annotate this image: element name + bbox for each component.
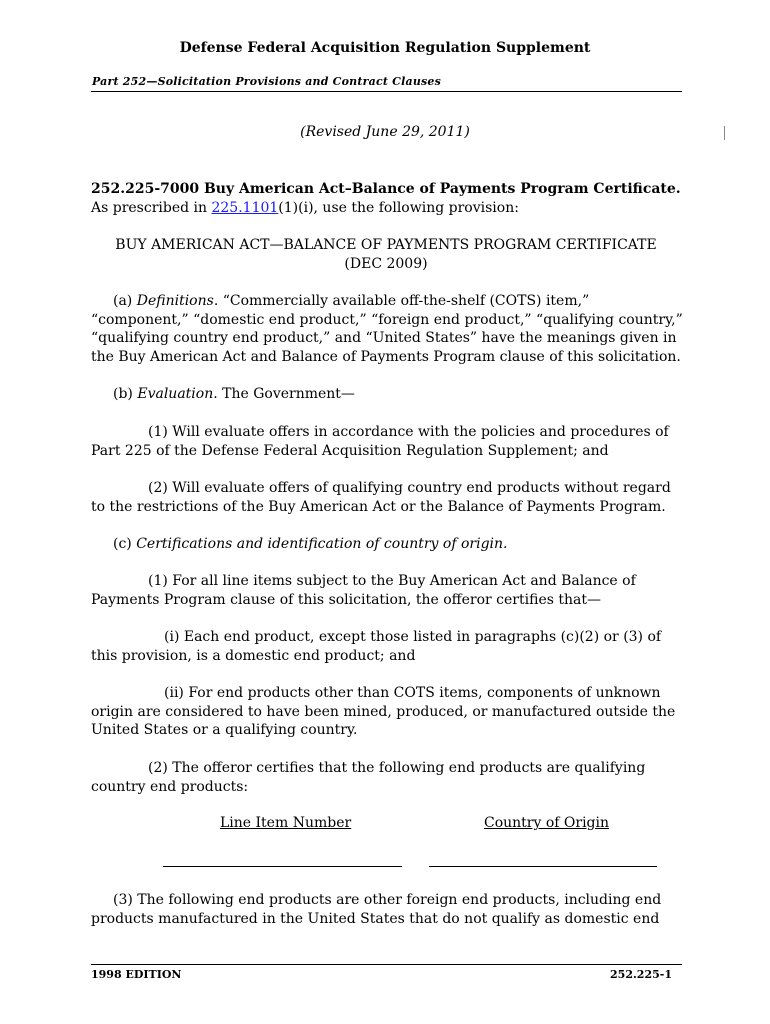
column-header-line-item: Line Item Number xyxy=(220,815,352,831)
paragraph-c1-ii: (ii) For end products other than COTS items, components of unknown origin are considered to have been mined, produced, or manufactured outside the United States or a qualifying country. xyxy=(91,685,676,738)
change-bar xyxy=(724,126,725,140)
revision-date: (Revised June 29, 2011) xyxy=(300,124,470,140)
provision-title xyxy=(91,236,681,273)
part-heading: Part 252—Solicitation Provisions and Contract Clauses xyxy=(92,75,442,88)
provision-title-line1: BUY AMERICAN ACT—BALANCE OF PAYMENTS PROGRAM CERTIFICATE xyxy=(115,237,657,253)
section-number-title: 252.225-7000 Buy American Act–Balance of Payments Program Certificate. xyxy=(91,181,681,197)
section-heading xyxy=(91,180,686,217)
footer-divider xyxy=(91,964,682,965)
paragraph-a-heading: Definitions xyxy=(136,293,214,309)
prescribed-prefix: As prescribed in xyxy=(91,199,212,216)
paragraph-c1: (1) For all line items subject to the Buy American Act and Balance of Payments Program clause of this solicitation, the offeror certifies that— xyxy=(91,573,636,608)
document-title: Defense Federal Acquisition Regulation Supplement xyxy=(179,40,591,56)
column-header-country: Country of Origin xyxy=(484,815,610,831)
prescribed-suffix: (1)(i), use the following provision: xyxy=(278,199,519,216)
paragraph-b-heading: Evaluation xyxy=(137,386,214,402)
paragraph-b1: (1) Will evaluate offers in accordance with the policies and procedures of Part 225 of the Defense Federal Acquisition Regulation Supplement; and xyxy=(91,424,669,459)
paragraph-b-text: . The Government— xyxy=(213,386,355,402)
paragraph-a-text: . “Commercially available off-the-shelf (COTS) item,” “component,” “domestic end product,” “foreign end product,” “qualifying country,” “qualifying country end product,” and “United States” have the meanings given in the Buy American Act and Balance of Payments Program clause of this solicitation. xyxy=(91,293,683,365)
paragraph-c3: (3) The following end products are other foreign end products, including end products manufactured in the United States that do not qualify as domestic end xyxy=(91,892,662,927)
paragraph-c-label: (c) xyxy=(113,536,137,552)
footer-edition: 1998 EDITION xyxy=(91,968,182,981)
paragraph-b-label: (b) xyxy=(113,386,138,402)
footer-page-number: 252.225-1 xyxy=(610,968,672,981)
reference-link[interactable]: 225.1101 xyxy=(211,199,279,216)
paragraph-b2: (2) Will evaluate offers of qualifying country end products without regard to the restrictions of the Buy American Act or the Balance of Payments Program. xyxy=(91,480,671,515)
provision-title-date: (DEC 2009) xyxy=(344,255,428,272)
paragraph-b xyxy=(91,385,686,404)
line-item-blank[interactable] xyxy=(163,866,402,867)
country-blank[interactable] xyxy=(429,866,657,867)
paragraph-c-heading: Certifications and identification of country of origin. xyxy=(136,536,508,552)
paragraph-c1-i: (i) Each end product, except those listed in paragraphs (c)(2) or (3) of this provision, is a domestic end product; and xyxy=(91,629,662,664)
paragraph-c xyxy=(91,535,686,554)
paragraph-c2: (2) The offeror certifies that the following end products are qualifying country end products: xyxy=(91,760,646,795)
paragraph-a xyxy=(91,292,686,366)
paragraph-a-label: (a) xyxy=(113,293,137,309)
header-divider xyxy=(91,91,682,92)
